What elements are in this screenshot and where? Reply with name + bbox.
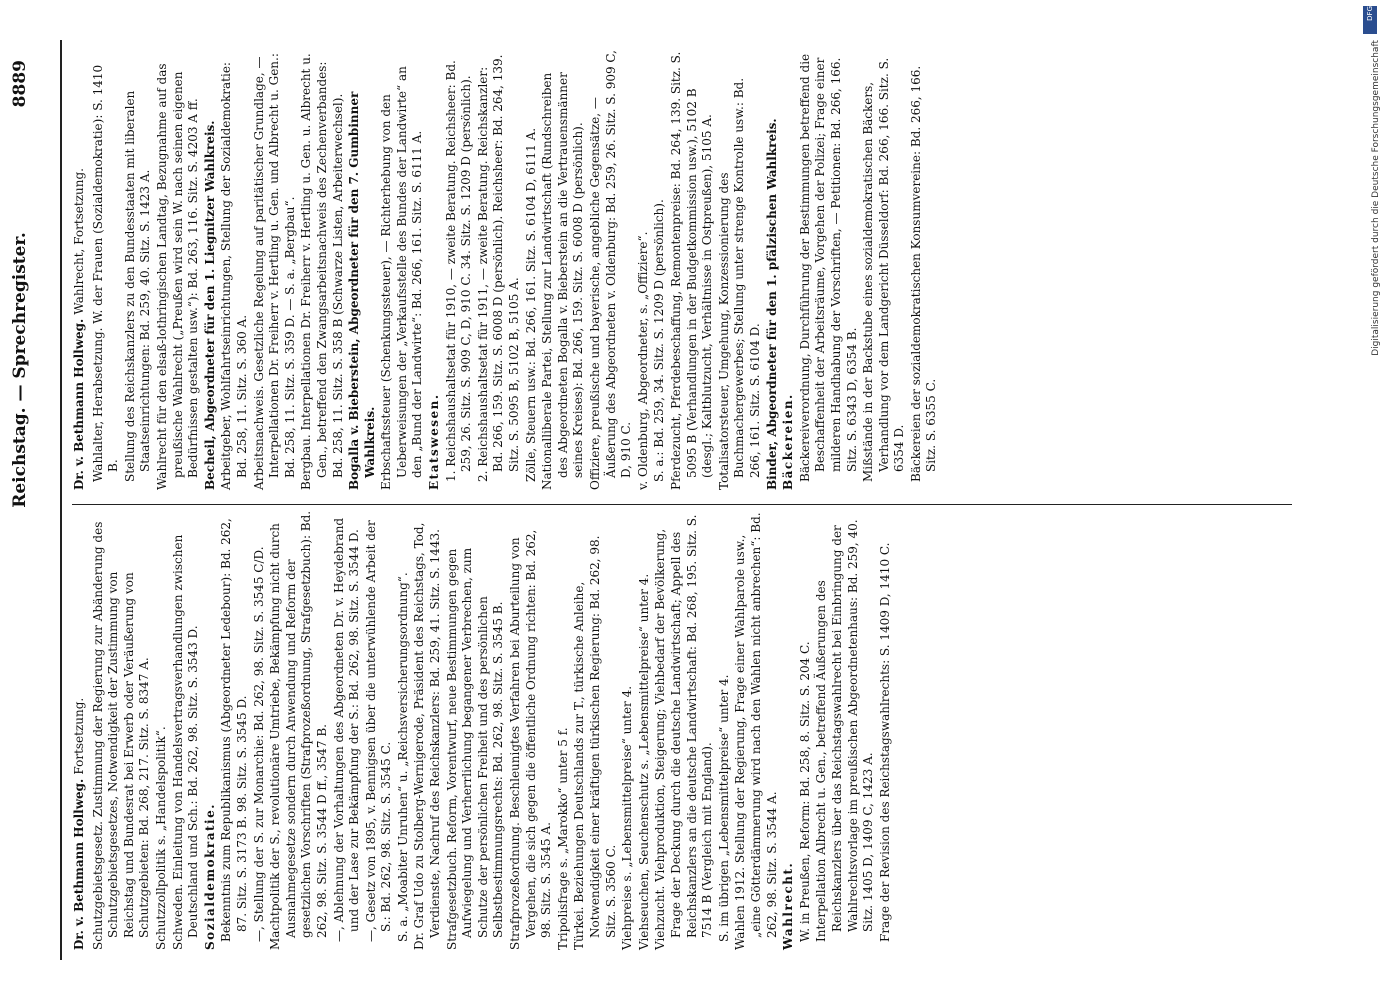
register-entry: —, Ablehnung der Vorhaltungen des Abgeordneten Dr. v. Heydebrand und der Lase zur Bekämpfung der S.: Bd. 262, 98. Sitz. S. 3544 D. [331,517,362,942]
right-column [72,50,941,490]
speaker-name: Dr. v. Bethmann Hollweg. [72,318,86,490]
register-entry: Wahlalter, Herabsetzung. W. der Frauen (Sozialdemokratie): S. 1410 B. [90,64,121,482]
page-number: 8889 [10,60,30,108]
register-entry: Wahlrecht. [781,861,796,950]
register-entry: Zölle, Steuern usw.: Bd. 266, 161. Sitz. S. 6104 D, 6111 A. [523,127,538,482]
register-entry: Frage der Revision des Reichstagswahlrechts: S. 1409 D, 1410 C. [877,542,892,942]
register-entry: Bekenntnis zum Republikanismus (Abgeordneter Ledebour): Bd. 262, 87. Sitz. S. 3173 B. 98. Sitz. S. 3545 D. [219,518,249,942]
register-entry: Sozialdemokratie. [202,803,217,950]
register-entry: —, Gesetz von 1895, v. Bennigsen über die unterwühlende Arbeit der S.: Bd. 262, 98. Sitz. S. 3545 C. [363,520,394,942]
register-entry: Binder, Abgeordneter für den 1. pfälzischen Wahlkreis. [764,118,779,490]
register-entry: v. Oldenburg, Abgeordneter, s. „Offiziere“. [635,231,650,490]
register-entry: Schutzgebietsgesetz. Zustimmung der Regierung zur Abänderung des Schutzgebietsgesetzes, Notwendigkeit der Zustimmung von Reichstag und Bundesrat bei Erwerb oder Veräußerung von Schutzgebieten: Bd. 268, 217. Sitz. S. 8347 A. [90,521,152,950]
column-divider [72,504,1292,505]
register-entry: Viehseuchen, Seuchenschutz s. „Lebensmittelpreise“ unter 4. [636,573,651,950]
left-column [72,510,894,950]
register-entry: Interpellation Albrecht u. Gen., betreffend Äußerungen des Reichskanzlers über das Reichstagswahlrecht bei Einbringung der Wahlrechtsvorlage im preußischen Abgeordnetenhaus: Bd. 259, 40. Sitz. 1405 D, 1409 C, 1423 A. [814,519,876,942]
register-entry: 1. Reichshaushaltsetat für 1910, — zweite Beratung. Reichsheer: Bd. 259, 26. Sitz. S. 909 C, D, 910 C. 34. Sitz. S. 1209 D (persönlich). [443,60,474,482]
digitization-credit: Digitalisierung gefördert durch die Deutsche Forschungsgemeinschaft [1371,40,1381,356]
register-entry: Bäckereien. [781,393,796,490]
register-entry: Dr. Graf Udo zu Stolberg-Wernigerode, Präsident des Reichstags, Tod, Verdienste, Nachruf des Reichskanzlers: Bd. 259, 41. Sitz. S. 1443. [412,522,443,950]
register-entry: Strafprozeßordnung. Beschleunigtes Verfahren bei Aburteilung von Vergehen, die sich gegen die öffentliche Ordnung richten: Bd. 262, 98. Sitz. S. 3545 A. [508,529,554,950]
register-entry: Schweden. Einleitung von Handelsvertragsverhandlungen zwischen Deutschland und Sch.: Bd. 262, 98. Sitz. S. 3543 D. [170,534,201,950]
register-entry: Viehzucht. Viehproduktion, Steigerung; Viehbedarf der Bevölkerung, Frage der Deckung durch die deutsche Landwirtschaft; Appell des Reichskanzlers an die deutsche Landwirtschaft: Bd. 268, 195. Sitz. S. 7514 B (Vergleich mit England). [653,514,715,950]
register-entry: Etatswesen. [427,393,442,490]
register-entry: Totalisatorsteuer, Umgehung, Konzessionierung des Buchmachergewerbes; Stellung unter strenge Kontrolle usw.: Bd. 266, 161. Sitz. S. 6104 D. [716,77,762,490]
register-entry: W. in Preußen, Reform: Bd. 258, 8. Sitz. S. 204 C. [797,641,812,942]
register-entry: Viehpreise s. „Lebensmittelpreise“ unter 4. [620,685,635,950]
register-entry: Arbeitgeber, Wohlfahrtseinrichtungen, Stellung der Sozialdemokratie: Bd. 258, 11. Sitz. S. 360 A. [219,62,249,490]
right-column-heading [72,50,88,490]
register-entry: Bogalla v. Bieberstein, Abgeordneter für den 7. Gumbinner Wahlkreis. [347,91,377,490]
register-entry: S. a.: Bd. 259, 34. Sitz. S. 1209 D (persönlich). [652,199,667,482]
register-entry: Stellung des Reichskanzlers zu den Bundesstaaten mit liberalen Staatseinrichtungen: Bd. 259, 40. Sitz. S. 1423 A. [122,90,153,482]
register-entry: Bäckereien der sozialdemokratischen Konsumvereine: Bd. 266, 166. Sitz. S. 6355 C. [908,65,939,482]
dfg-logo-text: DFG [1366,6,1374,21]
register-entry: Bergbau. Interpellationen Dr. Freiherr v. Hertling u. Gen. u. Albrecht u. Gen., betreffend den Zwangsarbeitsnachweis des Zechenverbandes: Bd. 258, 11. Sitz. S. 358 B (Schwarze Listen, Arbeiterwechsel). [299,53,345,490]
register-entry: Schutzzollpolitik s. „Handelspolitik“. [153,726,168,950]
register-entry: Bäckereiverordnung, Durchführung der Bestimmungen betreffend die Beschaffenheit der Arbeitsräume, Vorgehen der Polizei; Frage einer milderen Handhabung der Vorschriften, — Petitionen: Bd. 266, 166. Sitz. S. 6343 D, 6354 B. [797,53,859,482]
register-entry: S. a. „Moabiter Unruhen“ u. „Reichsversicherungsordnung“. [395,572,410,942]
dfg-logo [1363,6,1377,34]
header-rule [60,40,62,960]
continuation-note: Fortsetzung. [72,697,86,775]
register-entry: Erbschaftssteuer (Schenkungssteuer), — Richterhebung von den Ueberweisungen der „Verkaufsstelle des Bundes der Landwirte“ an den „Bund der Landwirte“: Bd. 266, 161. Sitz. S. 6111 A. [379,66,425,490]
running-header: Reichstag. — Sprechregister. [10,232,30,508]
register-entry: Offiziere, preußische und bayerische, angebliche Gegensätze, — Äußerung des Abgeordneten v. Oldenburg: Bd. 259, 26. Sitz. S. 909 C, D, 910 C. [588,50,634,490]
register-entry: Pferdezucht, Pferdebeschaffung, Remontenpreise: Bd. 264, 139. Sitz. S. 5095 B (Verhandlungen in der Budgetkommission usw.), 5102 B (desgl.; Kaltblutzucht, Verhältnisse in Ostpreußen), 5105 A. [668,51,715,490]
register-entry: Nationalliberale Partei, Stellung zur Landwirtschaft (Rundschreiben des Abgeordneten Bogalla v. Bieberstein an die Vertrauensmänner seines Kreises): Bd. 266, 159. Sitz. S. 6008 D (persönlich). [540,72,586,490]
register-entry: Becheil, Abgeordneter für den 1. Liegnitzer Wahlkreis. [202,120,217,490]
left-column-heading [72,510,88,950]
register-entry: —, Stellung der S. zur Monarchie: Bd. 262, 98. Sitz. S. 3545 C/D. [251,546,266,942]
continuation-note: Wahlrecht, Fortsetzung. [72,168,86,315]
register-entry: Arbeitsnachweis. Gesetzliche Regelung auf paritätischer Grundlage, — Interpellationen Dr. Freiherr v. Hertling u. Gen. und Albrecht u. Gen.: Bd. 258, 11. Sitz. S. 359 D. — S. a. „Bergbau“. [251,53,297,490]
register-entry: Tripolisfrage s. „Marokko“ unter 5 f. [555,727,570,950]
register-entry: 2. Reichshaushaltsetat für 1911, — zweite Beratung. Reichskanzler: Bd. 266, 159. Sitz. S. 6008 D (persönlich). Reichsheer: Bd. 264, 139. Sitz. S. 5095 B, 5102 B, 5105 A. [475,54,522,482]
speaker-name: Dr. v. Bethmann Hollweg. [72,778,86,950]
register-entry: Türkei. Beziehungen Deutschlands zur T., türkische Anleihe, Notwendigkeit einer kräftigen türkischen Regierung: Bd. 262, 98. Sitz. S. 3560 C. [572,535,618,950]
register-entry: Mißstände in der Backstube eines sozialdemokratischen Bäckers, Verhandlung vor dem Landgericht Düsseldorf: Bd. 266, 166. Sitz. S. 6354 D. [861,57,907,482]
register-entry: Machtpolitik der S., revolutionäre Umtriebe, Bekämpfung nicht durch Ausnahmegesetze sondern durch Anwendung und Reform der gesetzlichen Vorschriften (Strafprozeßordnung, Strafgesetzbuch): Bd. 262, 98. Sitz. S. 3544 D ff., 3547 B. [268,510,329,950]
register-entry: S. im übrigen „Lebensmittelpreise“ unter 4. [716,674,731,942]
register-entry: Strafgesetzbuch. Reform, Vorentwurf, neue Bestimmungen gegen Aufwiegelung und Verherrlichung begangener Verbrechen, zum Schutze der persönlichen Freiheit und des persönlichen Selbstbestimmungsrechts: Bd. 262, 98. Sitz. S. 3545 B. [444,547,506,950]
register-entry: Wahlrecht für den elsaß-lothringischen Landtag, Bezugnahme auf das preußische Wahlrecht („Preußen wird sein W. nach seinen eigenen Bedürfnissen gestalten usw.“): Bd. 263, 116. Sitz. S. 4203 A ff. [154,63,201,490]
register-entry: Wahlen 1912. Stellung der Regierung, Frage einer Wahlparole usw., „eine Götterdämmerung wird nach den Wahlen nicht anbrechen“: Bd. 262, 98. Sitz. S. 3544 A. [733,512,779,950]
